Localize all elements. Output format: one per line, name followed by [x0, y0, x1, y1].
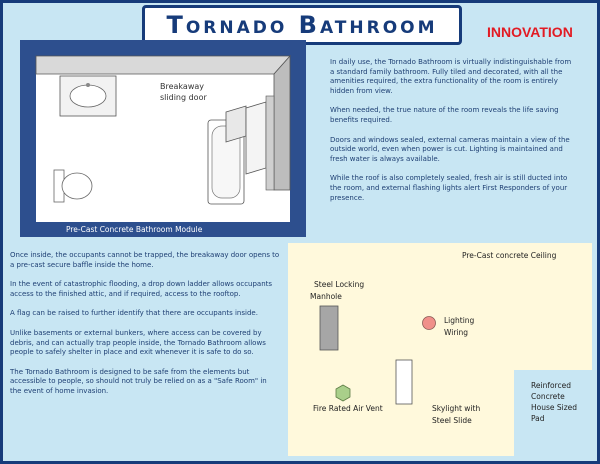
details-paragraph: Unlike basements or external bunkers, where access can be covered by debris, and can actually trap people inside, the Tornado Bathroom allows people to safely shelter in place and exit whenever it is safe to do so.: [10, 328, 266, 357]
plan-caption: Pre-Cast Concrete Bathroom Module: [66, 225, 203, 234]
details-paragraph: Once inside, the occupants cannot be trapped, the breakaway door opens to a pre-cast secure baffle inside the home.: [10, 251, 280, 269]
intro-paragraph: In daily use, the Tornado Bathroom is virtually indistinguishable from a standard family bathroom. Fully tiled and decorated, with all the amenities required, the extra functionality of the room is entirely hidden from view.: [330, 58, 572, 95]
lighting-label-line1: Lighting: [444, 316, 475, 325]
intro-text-block: [330, 58, 576, 213]
innovation-badge: INNOVATION: [487, 24, 573, 40]
lighting-label-line2: Wiring: [444, 328, 469, 337]
pad-label-line1: Reinforced: [531, 381, 571, 390]
skylight-label-line2: Steel Slide: [432, 416, 472, 425]
door-label-line2: sliding door: [160, 93, 207, 102]
details-paragraph: A flag can be raised to further identify that there are occupants inside.: [10, 309, 258, 318]
sink-faucet: [86, 83, 90, 87]
door-label-line1: Breakaway: [160, 82, 204, 91]
skylight-label-line1: Skylight with: [432, 404, 481, 413]
ceiling-title: Pre-Cast concrete Ceiling: [462, 251, 557, 260]
door-jamb: [266, 96, 274, 190]
air-vent-hexagon: [336, 385, 350, 401]
details-paragraph: The Tornado Bathroom is designed to be safe from the elements but accessible to people, so should not truly be relied on as a "Safe Room" in the event of home invasion.: [10, 367, 267, 395]
pad-label-line3: House Sized: [531, 403, 578, 412]
floor-plan-diagram: [20, 40, 306, 237]
intro-paragraph: While the roof is also completely sealed, fresh air is still ducted into the room, and external flashing lights alert First Responders of your presence.: [330, 174, 568, 202]
lighting-fixture: [423, 317, 436, 330]
manhole-label-line1: Steel Locking: [314, 280, 365, 289]
details-paragraph: In the event of catastrophic flooding, a drop down ladder allows occupants access to the finished attic, and if required, access to the rooftop.: [10, 280, 273, 298]
pad-label-line2: Concrete: [531, 392, 565, 401]
intro-paragraph: When needed, the true nature of the room reveals the life saving benefits required.: [330, 106, 559, 124]
sliding-door-panel: [226, 106, 246, 142]
sliding-door-panel-2: [246, 102, 266, 174]
skylight: [396, 360, 412, 404]
plan-top-wall: [36, 56, 290, 74]
ceiling-diagram: [288, 243, 592, 456]
toilet-bowl: [62, 173, 92, 199]
manhole-label-line2: Manhole: [310, 292, 342, 301]
sink-basin: [70, 85, 106, 107]
plan-right-wall: [274, 56, 290, 190]
page-title: Tornado Bathroom: [142, 5, 462, 45]
vent-label: Fire Rated Air Vent: [313, 404, 383, 413]
pad-label-line4: Pad: [531, 414, 545, 423]
intro-paragraph: Doors and windows sealed, external cameras maintain a view of the outside world, even when power is cut. Lighting is maintained and fresh water is always available.: [330, 135, 570, 163]
details-text-block: [10, 251, 280, 407]
steel-manhole: [320, 306, 338, 350]
